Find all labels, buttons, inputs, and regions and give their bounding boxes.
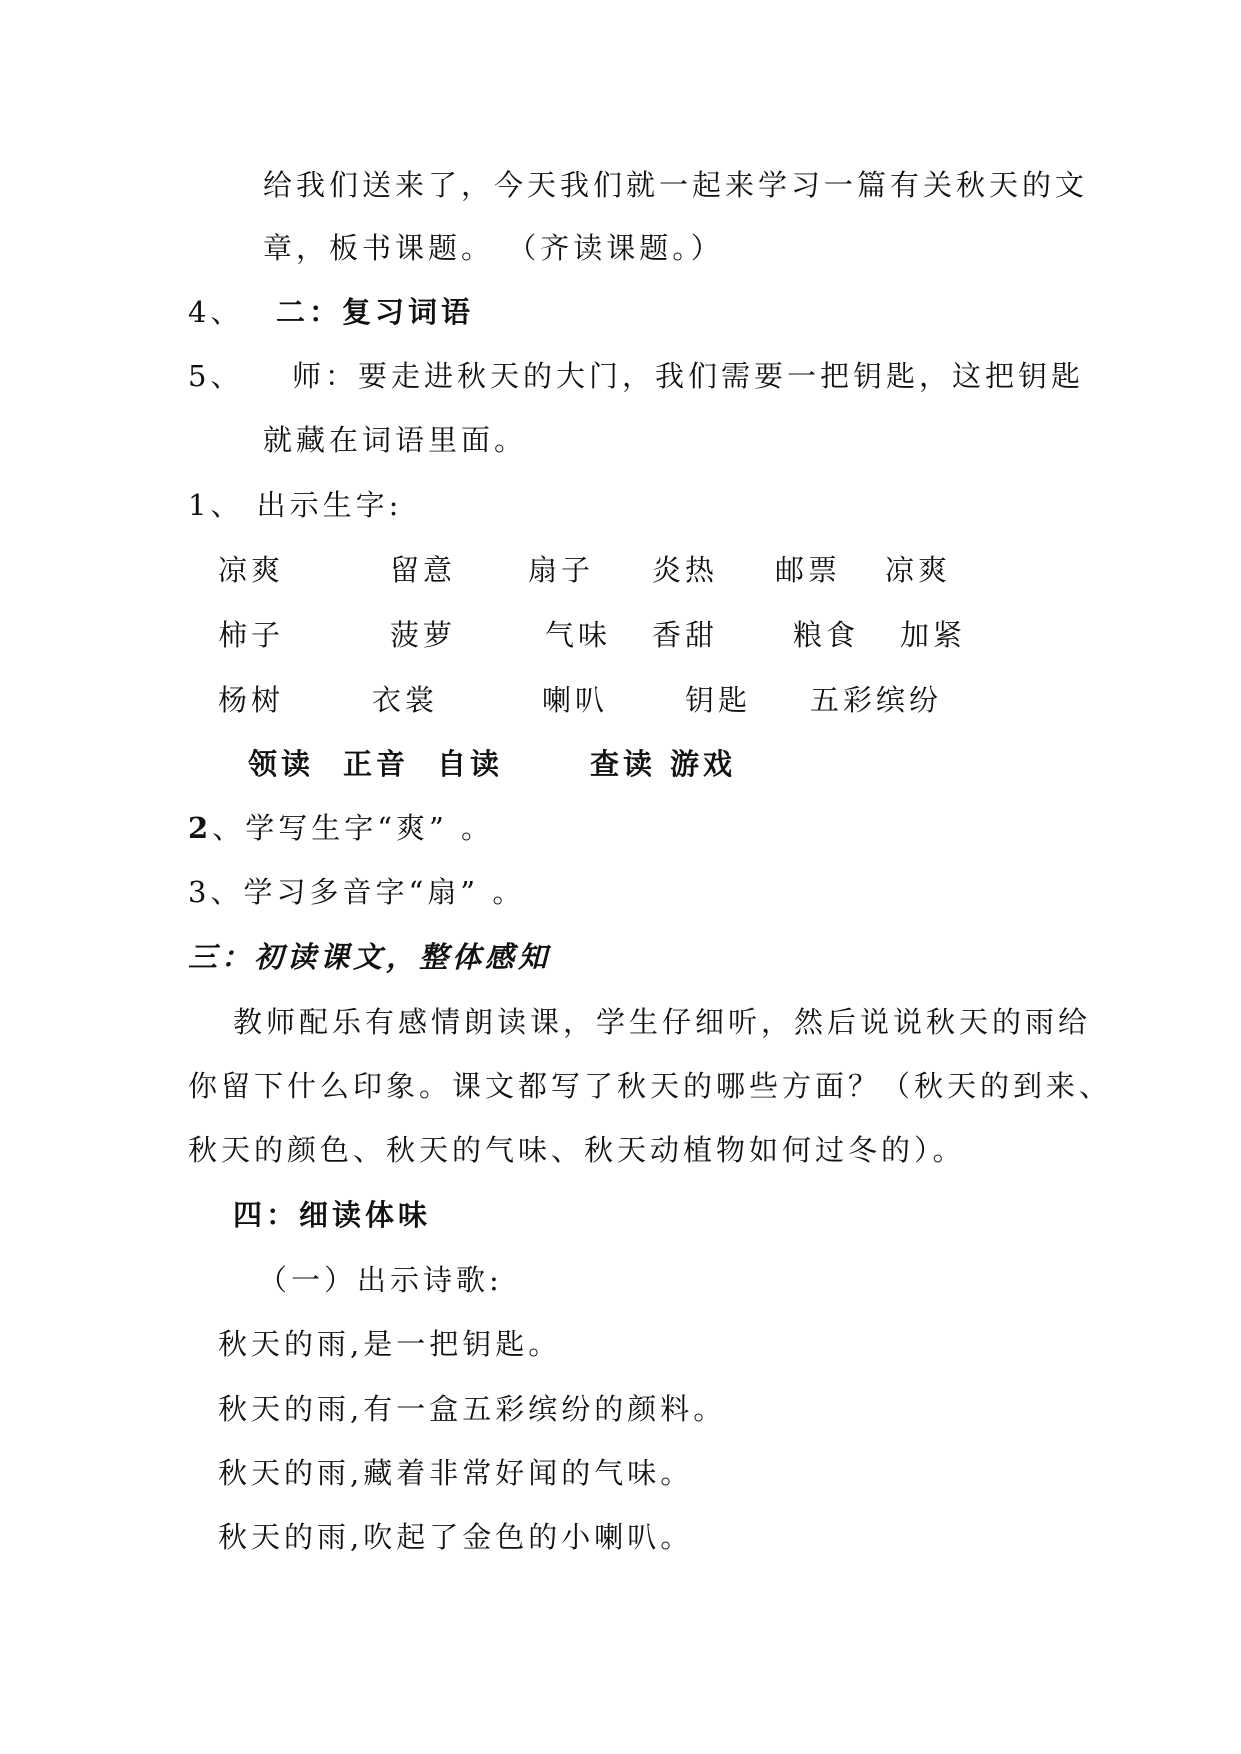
- paragraph-line: 教师配乐有感情朗读课，学生仔细听，然后说说秋天的雨给: [233, 1005, 1092, 1039]
- list-number: 4、: [188, 295, 244, 329]
- paragraph-line: 章，板书课题。 （齐读课题。）: [263, 231, 724, 265]
- section-heading-review: 二：复习词语: [276, 295, 475, 329]
- method-item: 查读: [590, 747, 657, 781]
- list-number: 5、: [188, 359, 244, 393]
- method-item: 正音: [343, 747, 410, 781]
- paragraph-line: 秋天的颜色、秋天的气味、秋天动植物如何过冬的）。: [188, 1133, 966, 1167]
- vocab-word: 邮票: [775, 553, 842, 587]
- step-heading: 1、 出示生字:: [188, 488, 403, 522]
- poem-line: 秋天的雨,是一把钥匙。: [218, 1327, 562, 1361]
- poem-heading: （一）出示诗歌:: [258, 1263, 503, 1297]
- paragraph-line: 你留下什么印象。课文都写了秋天的哪些方面？（秋天的到来、: [188, 1069, 1113, 1103]
- method-item: 领读: [248, 747, 315, 781]
- paragraph-line: 师：要走进秋天的大门，我们需要一把钥匙，这把钥匙: [292, 359, 1085, 393]
- step-heading: 3、学习多音字“扇” 。: [188, 875, 526, 909]
- vocab-word: 凉爽: [218, 553, 285, 587]
- vocab-word: 钥匙: [685, 683, 752, 717]
- vocab-word: 加紧: [900, 618, 967, 652]
- poem-line: 秋天的雨,藏着非常好闻的气味。: [218, 1456, 694, 1490]
- paragraph-line: 给我们送来了，今天我们就一起来学习一篇有关秋天的文: [263, 168, 1089, 202]
- step-heading: [188, 808, 494, 848]
- vocab-word: 凉爽: [885, 553, 952, 587]
- vocab-word: 香甜: [652, 618, 719, 652]
- vocab-word: 衣裳: [372, 683, 439, 717]
- paragraph-line: 就藏在词语里面。: [263, 423, 528, 457]
- vocab-word: 扇子: [528, 553, 595, 587]
- vocab-word: 菠萝: [390, 618, 457, 652]
- vocab-word: 炎热: [652, 553, 719, 587]
- poem-line: 秋天的雨,有一盒五彩缤纷的颜料。: [218, 1392, 727, 1426]
- vocab-word: 留意: [390, 553, 457, 587]
- step-number: 2: [188, 811, 213, 845]
- step-text: 、学写生字“爽” 。: [212, 811, 495, 845]
- vocab-word: 五彩缤纷: [810, 683, 943, 717]
- method-item: 游戏: [670, 747, 737, 781]
- vocab-word: 柿子: [218, 618, 285, 652]
- section-heading-first-reading: 三：初读课文，整体感知: [188, 940, 552, 974]
- poem-line: 秋天的雨,吹起了金色的小喇叭。: [218, 1520, 694, 1554]
- section-heading-close-reading: 四：细读体味: [233, 1198, 432, 1232]
- method-item: 自读: [437, 747, 504, 781]
- vocab-word: 喇叭: [542, 683, 609, 717]
- vocab-word: 粮食: [793, 618, 860, 652]
- vocab-word: 气味: [545, 618, 612, 652]
- vocab-word: 杨树: [218, 683, 285, 717]
